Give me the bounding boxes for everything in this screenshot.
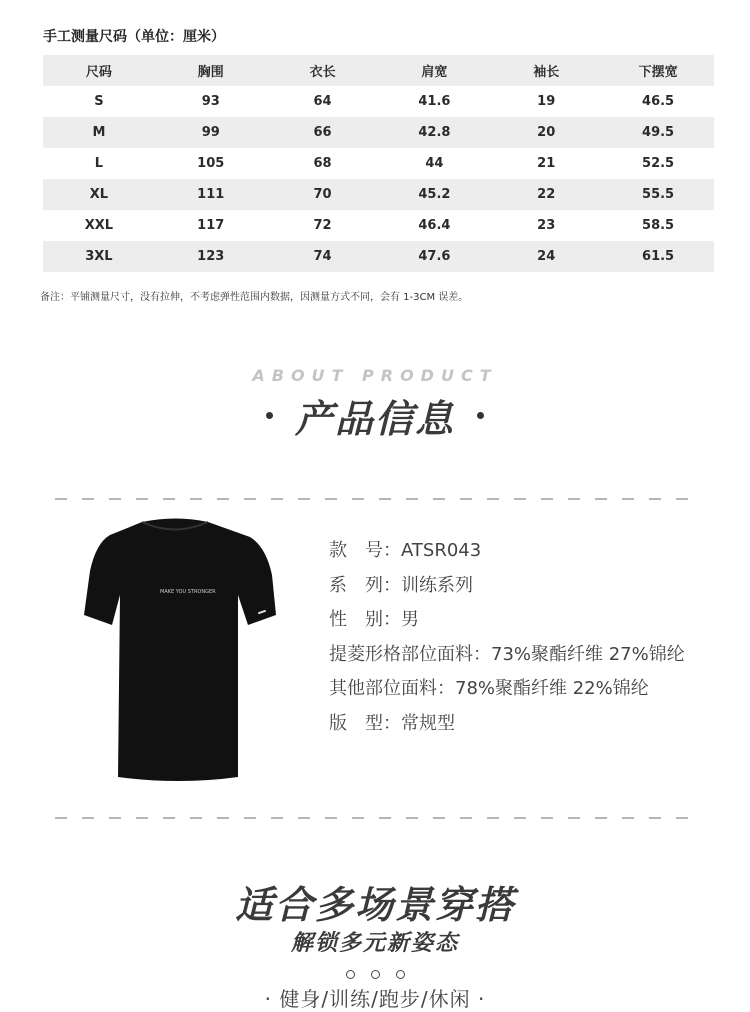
table-cell: 22 [537,187,556,202]
spec-row: 提菱形格部位面料：73%聚酯纤维 27%锦纶 [329,643,685,665]
spec-value: 78%聚酯纤维 22%锦纶 [455,678,649,699]
scene-activities: · 健身/训练/跑步/休闲 · [264,987,486,1011]
table-cell: 66 [313,125,332,140]
table-cell: 64 [313,94,332,109]
spec-value: 常规型 [401,712,455,734]
table-cell: 123 [197,249,225,264]
table-cell: 42.8 [418,125,451,140]
table-cell: 61.5 [642,249,675,264]
spec-label: 系 列 [329,574,383,596]
table-cell: 72 [313,218,332,233]
bullet-dot-icon [266,412,273,419]
table-header-row [43,55,714,86]
table-cell: S [94,94,104,109]
table-row [43,117,714,148]
table-row [43,86,714,117]
table-cell: L [94,156,104,171]
bullet-dot-icon [477,412,484,419]
spec-value: 73%聚酯纤维 27%锦纶 [491,643,685,665]
circle-icon [346,970,355,979]
table-cell: 74 [313,249,332,264]
table-cell: M [92,125,106,140]
header-hem: 下摆宽 [638,65,678,80]
scene-subtitle: 解锁多元新姿态 [290,931,459,956]
spec-row: 系 列：训练系列 [329,574,473,596]
spec-row: 版 型：常规型 [329,712,455,734]
size-note: 备注：平铺测量尺寸，没有拉伸，不考虑弹性范围内数据，因测量方式不同，会有 1-3CM 误差。 [40,292,469,303]
spec-value: 男 [401,609,419,630]
circle-icon [396,970,405,979]
table-cell: 99 [201,125,220,140]
spec-label: 其他部位面料 [329,678,437,699]
size-table [43,55,714,272]
decorative-circles [0,964,750,983]
header-size: 尺码 [85,65,112,80]
table-row [43,148,714,179]
table-cell: 49.5 [642,125,675,140]
about-product-heading-en: ABOUT PRODUCT [252,366,498,385]
table-cell: 24 [537,249,556,264]
table-cell: 20 [537,125,556,140]
spec-row: 性 别：男 [329,609,419,630]
header-length: 衣长 [309,65,336,80]
table-cell: 23 [537,218,556,233]
divider-bottom [55,804,695,806]
spec-label: 版 型 [329,712,383,734]
table-cell: 46.5 [642,94,675,109]
table-cell: 93 [201,94,220,109]
spec-value: ATSR043 [401,540,482,561]
spec-label: 款 号 [329,540,383,561]
table-cell: XXL [84,218,114,233]
product-specs [329,537,685,744]
spec-label: 性 别 [329,609,383,630]
header-shoulder: 肩宽 [421,65,448,80]
table-cell: 47.6 [418,249,451,264]
spec-row: 款 号：ATSR043 [329,540,482,561]
table-row [43,179,714,210]
table-cell: 117 [197,218,225,233]
table-cell: 70 [313,187,332,202]
header-chest: 胸围 [197,65,224,80]
table-row [43,241,714,272]
table-cell: 45.2 [418,187,451,202]
spec-label: 提菱形格部位面料 [329,643,473,665]
table-cell: 3XL [85,249,113,264]
table-row [43,210,714,241]
table-cell: 44 [425,156,444,171]
table-cell: 52.5 [642,156,675,171]
about-product-heading-cn: 产品信息 [294,397,455,441]
circle-icon [371,970,380,979]
spec-row: 其他部位面料：78%聚酯纤维 22%锦纶 [329,678,649,699]
table-cell: 46.4 [418,218,451,233]
size-chart-title: 手工测量尺码（单位：厘米） [43,29,225,45]
header-sleeve: 袖长 [533,65,560,80]
scene-title: 适合多场景穿搭 [234,883,515,927]
table-cell: 58.5 [642,218,675,233]
shirt-print: MAKE YOU STRONGER [160,589,216,595]
table-cell: 111 [197,187,225,202]
divider-top [55,485,695,487]
table-cell: 105 [197,156,225,171]
table-cell: 21 [537,156,556,171]
table-cell: 55.5 [642,187,675,202]
tshirt-image [80,515,280,785]
table-cell: 19 [537,94,556,109]
spec-value: 训练系列 [401,574,473,596]
table-cell: 41.6 [418,94,451,109]
about-product-heading [0,388,750,443]
table-cell: 68 [313,156,332,171]
table-cell: XL [89,187,109,202]
